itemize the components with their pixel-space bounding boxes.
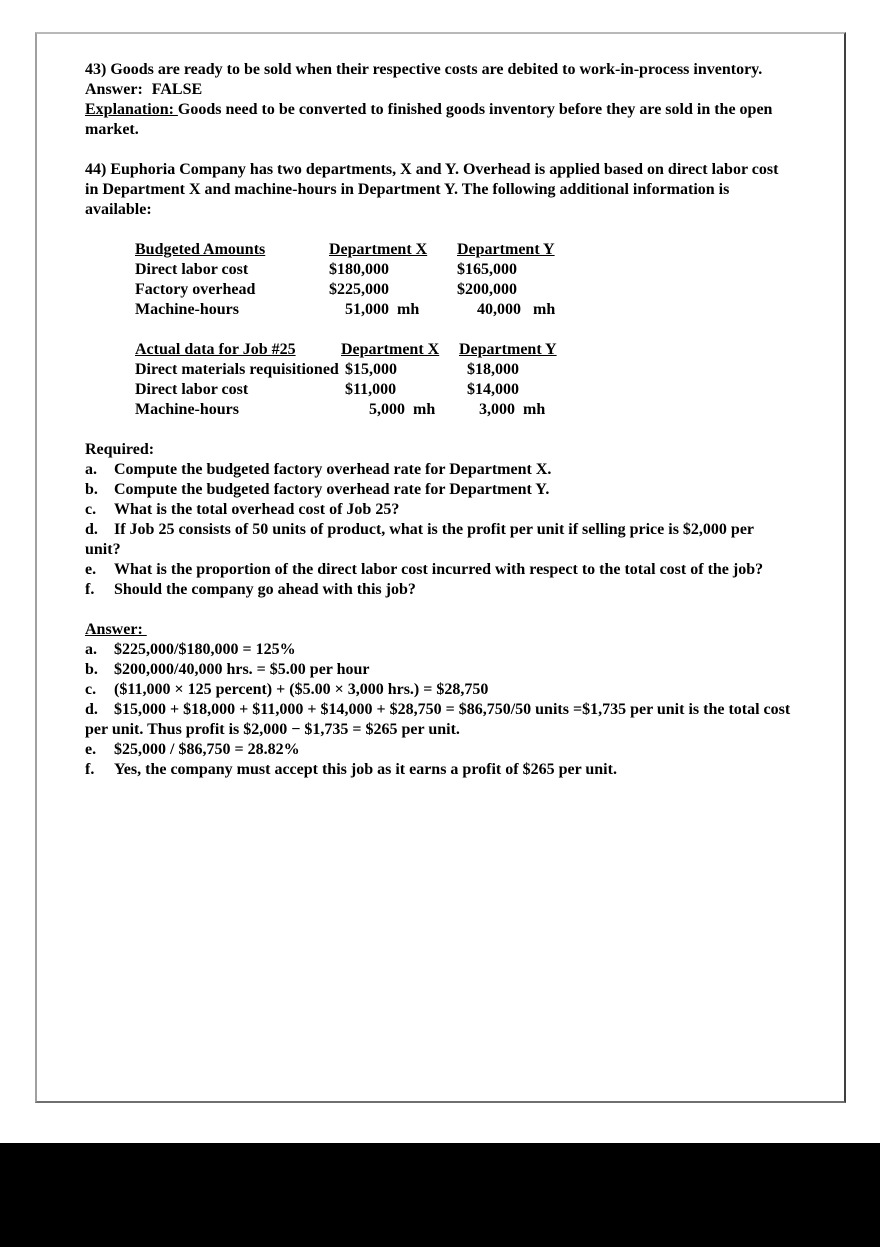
actual-cell-value: 5,000 mh <box>341 401 436 418</box>
item-text: ($11,000 × 125 percent) + ($5.00 × 3,000 hrs.) = $28,750 <box>114 681 489 698</box>
required-item-e <box>85 560 792 580</box>
item-letter: c. <box>85 501 97 518</box>
actual-row-label: Direct labor cost <box>135 381 249 398</box>
item-text: $200,000/40,000 hrs. = $5.00 per hour <box>114 661 370 678</box>
question-44-block <box>85 160 792 220</box>
bottom-black-bar <box>0 1143 880 1247</box>
answer-item-d <box>85 700 792 740</box>
item-text: $25,000 / $86,750 = 28.82% <box>114 741 300 758</box>
document-page <box>35 32 846 1103</box>
question-43-explanation <box>85 100 792 140</box>
answer-item-e <box>85 740 792 760</box>
budgeted-row-label: Machine-hours <box>135 301 239 318</box>
actual-row-label: Machine-hours <box>135 401 239 418</box>
question-44-text: 44) Euphoria Company has two departments, X and Y. Overhead is applied based on direct labor cost in Department X and machine-hours in Department Y. The following additional information is available: <box>85 161 779 218</box>
answer-item-a <box>85 640 792 660</box>
item-letter: c. <box>85 681 97 698</box>
item-letter: f. <box>85 581 95 598</box>
budgeted-table-header: Department Y <box>457 241 555 258</box>
item-letter: a. <box>85 461 97 478</box>
budgeted-amounts-table <box>135 240 792 320</box>
item-letter: a. <box>85 641 97 658</box>
budgeted-cell-value: 40,000 mh <box>457 301 556 318</box>
answer-value: FALSE <box>151 81 203 98</box>
actual-cell-value: $14,000 <box>459 381 519 398</box>
budgeted-cell-value: $180,000 <box>329 261 389 278</box>
required-item-f <box>85 580 792 600</box>
item-letter: f. <box>85 761 95 778</box>
answer-label: Answer: <box>85 81 143 98</box>
item-text: Yes, the company must accept this job as it earns a profit of $265 per unit. <box>114 761 617 778</box>
item-text: $15,000 + $18,000 + $11,000 + $14,000 + $28,750 = $86,750/50 units =$1,735 per unit is the total cost per unit. Thus profit is $2,000 − $1,735 = $265 per unit. <box>85 701 791 738</box>
actual-table-header: Actual data for Job #25 <box>135 341 296 358</box>
item-letter: e. <box>85 561 97 578</box>
answer-section-label <box>85 620 792 640</box>
budgeted-row-label: Factory overhead <box>135 281 256 298</box>
question-43-answer-line <box>85 80 792 100</box>
item-letter: b. <box>85 481 98 498</box>
required-item-d <box>85 520 792 560</box>
item-letter: d. <box>85 701 98 718</box>
answer-item-f <box>85 760 792 780</box>
item-letter: b. <box>85 661 98 678</box>
item-text: What is the proportion of the direct labor cost incurred with respect to the total cost of the job? <box>114 561 764 578</box>
actual-table-header: Department X <box>341 341 440 358</box>
required-section <box>85 440 792 600</box>
actual-cell-value: $11,000 <box>341 381 397 398</box>
required-item-c <box>85 500 792 520</box>
question-43-block <box>85 60 792 140</box>
explanation-label: Explanation: <box>85 101 178 118</box>
actual-cell-value: 3,000 mh <box>459 401 546 418</box>
actual-row-label: Direct materials requisitioned <box>135 361 339 378</box>
actual-data-table <box>135 340 792 420</box>
item-text: If Job 25 consists of 50 units of product, what is the profit per unit if selling price is $2,000 per unit? <box>85 521 754 558</box>
question-43-text: 43) Goods are ready to be sold when their respective costs are debited to work-in-process inventory. <box>85 61 763 78</box>
budgeted-cell-value: $165,000 <box>457 261 517 278</box>
budgeted-row-label: Direct labor cost <box>135 261 249 278</box>
answer-section <box>85 620 792 780</box>
explanation-text: Goods need to be converted to finished goods inventory before they are sold in the open market. <box>85 101 773 138</box>
actual-cell-value: $18,000 <box>459 361 519 378</box>
answer-label-underlined: Answer: <box>85 621 147 638</box>
actual-table-header: Department Y <box>459 341 557 358</box>
budgeted-table-header: Department X <box>329 241 428 258</box>
item-text: Should the company go ahead with this job? <box>114 581 416 598</box>
budgeted-cell-value: 51,000 mh <box>329 301 420 318</box>
answer-item-b <box>85 660 792 680</box>
item-text: $225,000/$180,000 = 125% <box>114 641 296 658</box>
required-item-a <box>85 460 792 480</box>
answer-item-c <box>85 680 792 700</box>
required-item-b <box>85 480 792 500</box>
item-letter: e. <box>85 741 97 758</box>
budgeted-cell-value: $225,000 <box>329 281 389 298</box>
actual-cell-value: $15,000 <box>341 361 397 378</box>
item-letter: d. <box>85 521 98 538</box>
required-label: Required: <box>85 441 155 458</box>
budgeted-table-header: Budgeted Amounts <box>135 241 266 258</box>
budgeted-cell-value: $200,000 <box>457 281 517 298</box>
item-text: Compute the budgeted factory overhead rate for Department X. <box>114 461 552 478</box>
item-text: Compute the budgeted factory overhead rate for Department Y. <box>114 481 550 498</box>
item-text: What is the total overhead cost of Job 25? <box>114 501 400 518</box>
